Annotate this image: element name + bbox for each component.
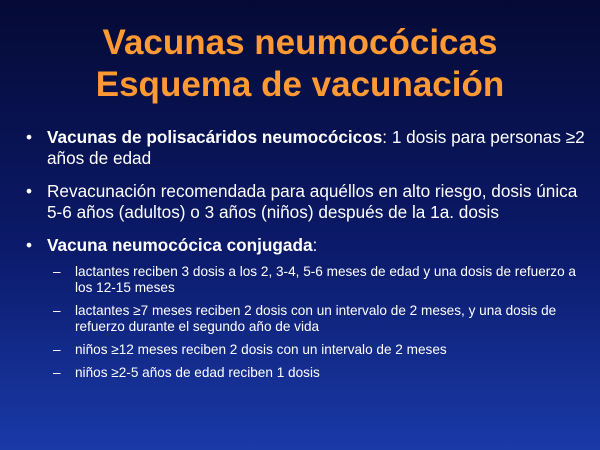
sub-item-text: niños ≥2-5 años de edad reciben 1 dosis	[75, 365, 320, 380]
bullet-polysaccharide-vaccine	[26, 127, 586, 169]
conjugate-schedule-list	[47, 264, 586, 381]
sub-marker: –	[53, 365, 61, 380]
bullet-text: Revacunación recomendada para aquéllos en alto riesgo, dosis única 5-6 años (adultos) o 3 años (niños) después de la 1a. dosis	[47, 181, 578, 222]
sub-item-text: lactantes reciben 3 dosis a los 2, 3-4, 5-6 meses de edad y una dosis de refuerzo a los 12-15 meses	[75, 264, 576, 295]
sub-item	[47, 342, 586, 358]
sub-item	[47, 365, 586, 381]
sub-item	[47, 303, 586, 335]
bullet-bold-text: Vacunas de polisacáridos neumocócicos	[47, 127, 383, 147]
bullet-marker: •	[26, 181, 33, 201]
bullet-text: : 1 dosis para personas ≥2 años de edad	[47, 127, 585, 168]
slide-title	[0, 22, 600, 106]
bullet-marker: •	[26, 127, 33, 147]
bullet-bold-text: Vacuna neumocócica conjugada	[47, 235, 313, 255]
bullet-text: :	[312, 235, 318, 255]
sub-marker: –	[53, 264, 61, 279]
sub-item-text: niños ≥12 meses reciben 2 dosis con un intervalo de 2 meses	[75, 342, 447, 357]
sub-marker: –	[53, 303, 61, 318]
bullet-marker: •	[26, 235, 33, 255]
title-line-1: Vacunas neumocócicas	[102, 23, 498, 62]
slide-body	[26, 127, 586, 393]
bullet-revaccination	[26, 181, 586, 223]
sub-marker: –	[53, 342, 61, 357]
bullet-conjugate-vaccine	[26, 235, 586, 381]
title-line-2: Esquema de vacunación	[95, 65, 505, 104]
sub-item-text: lactantes ≥7 meses reciben 2 dosis con un intervalo de 2 meses, y una dosis de refuerzo durante el segundo año de vida	[75, 303, 557, 334]
sub-item	[47, 264, 586, 296]
